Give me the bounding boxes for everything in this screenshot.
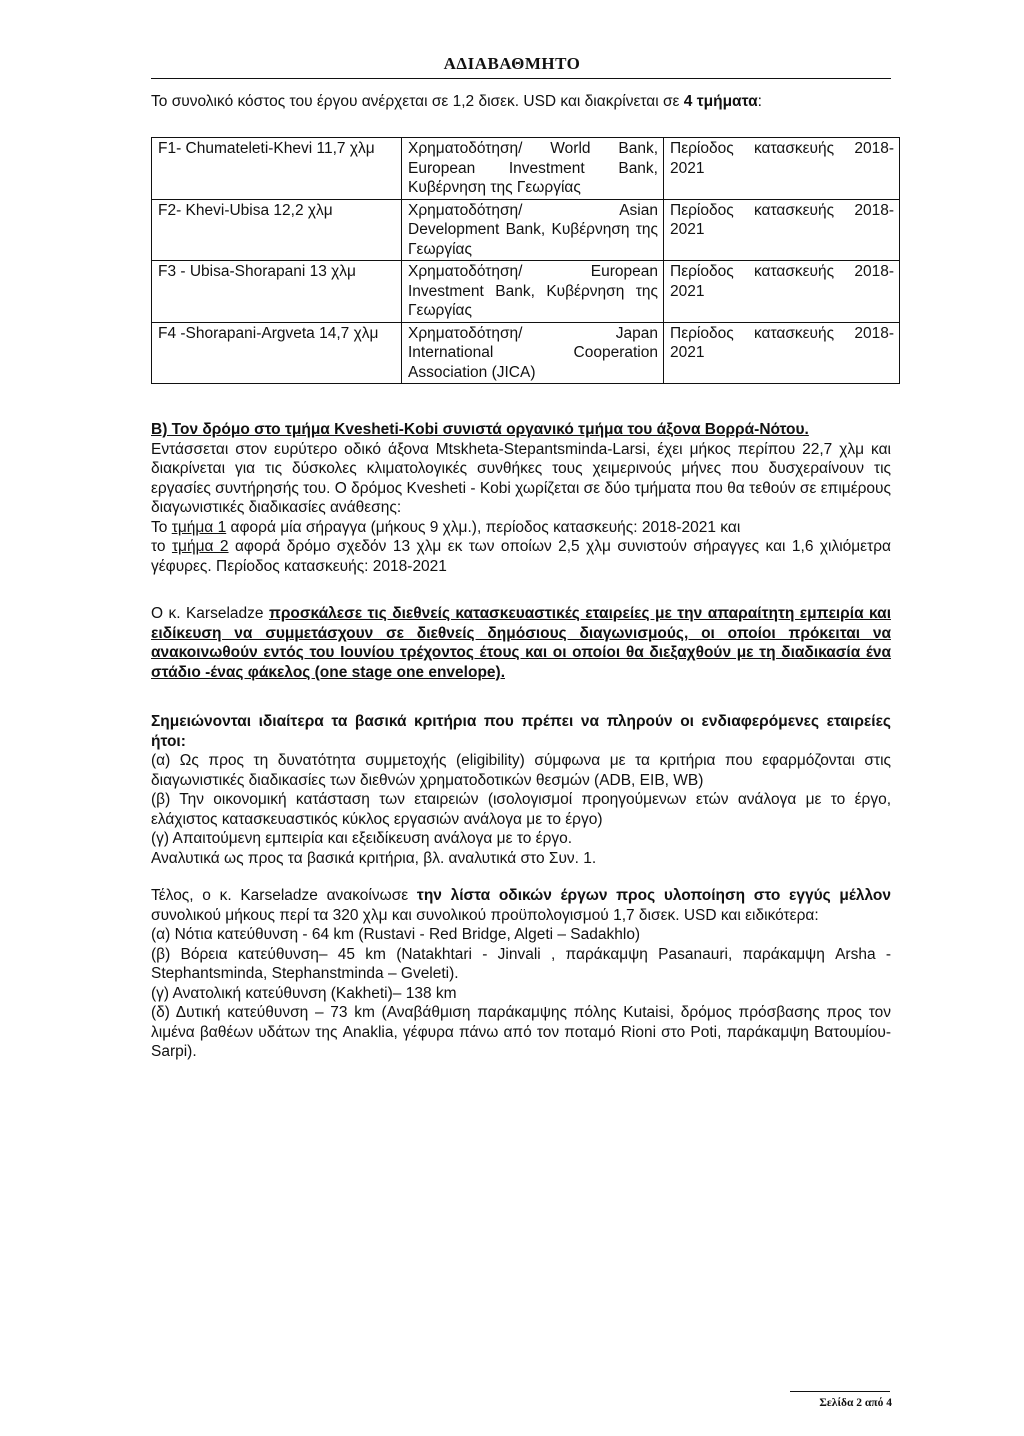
intro-end: : xyxy=(757,93,762,110)
future-item: (γ) Ανατολική κατεύθυνση (Kakheti)– 138 km xyxy=(151,984,457,1002)
invitation-emphasis: προσκάλεσε τις διεθνείς κατασκευαστικές εταιρείες με την απαραίτητη εμπειρία και ειδίκευση να συμμετάσχουν σε διεθνείς δημόσιους διαγωνισμούς, οι οποίοι πρόκειται να ανακοινωθούν εντός του Ιουνίου τρέχοντος έτους και οι οποίοι θα διεξαχθούν με τη διαδικασία ένα στάδιο -ένας φάκελος (one stage one envelope). xyxy=(151,605,891,681)
future-item: (α) Νότια κατεύθυνση - 64 km (Rustavi - Red Bridge, Algeti – Sadakhlo) xyxy=(151,926,641,943)
section-b xyxy=(151,420,891,576)
classification-title: ΑΔΙΑΒΑΘΜΗΤΟ xyxy=(443,54,581,73)
part1-text: αφορά μία σήραγγα (μήκους 9 χλμ.), περίοδος κατασκευής: 2018-2021 και xyxy=(226,518,741,536)
table-row xyxy=(152,261,900,323)
future-item: (δ) Δυτική κατεύθυνση – 73 km (Αναβάθμιση παράκαμψης πόλης Kutaisi, δρόμος πρόσβασης προς τον λιμένα βαθέων υδάτων της Anaklia, γέφυρα πάνω από τον ποταμό Rioni στο Poti, παράκαμψη Βατουμίου- Sarpi). xyxy=(151,1004,891,1060)
part2-prefix: το xyxy=(151,538,172,555)
future-prefix: Τέλος, ο κ. Karseladze ανακοίνωσε xyxy=(151,887,417,904)
criteria-heading: Σημειώνονται ιδιαίτερα τα βασικά κριτήρια που πρέπει να πληρούν οι ενδιαφερόμενες εταιρείες ήτοι: xyxy=(151,713,891,750)
future-projects-section xyxy=(151,886,891,1062)
funding-cell: Χρηματοδότηση/ European Investment Bank, Κυβέρνηση της Γεωργίας xyxy=(402,261,664,323)
future-item: (β) Βόρεια κατεύθυνση– 45 km (Natakhtari - Jinvali , παράκαμψη Pasanauri, παράκαμψη Arsha - Stephantsminda, Stephanstminda – Gveleti). xyxy=(151,945,891,982)
period-cell: Περίοδος κατασκευής 2018-2021 xyxy=(664,261,900,323)
period-cell: Περίοδος κατασκευής 2018-2021 xyxy=(664,138,900,200)
intro-text: Το συνολικό κόστος του έργου ανέρχεται σε 1,2 δισεκ. USD και διακρίνεται σε xyxy=(151,93,684,110)
section-b-body: Εντάσσεται στον ευρύτερο οδικό άξονα Mtskheta-Stepantsminda-Larsi, έχει μήκος περίπου 22,7 χλμ και διακρίνεται για τις δύσκολες κλιματολογικές συνθήκες τους χειμερινούς μήνες που δυσχεραίνουν τις εργασίες συντήρησής του. Ο δρόμος Kvesheti - Kobi χωρίζεται σε δύο τμήματα που θα τεθούν σε επιμέρους διαγωνιστικές διαδικασίες ανάθεσης: xyxy=(151,440,891,516)
funding-cell: Χρηματοδότηση/ Japan International Cooperation Association (JICA) xyxy=(402,322,664,384)
criteria-section xyxy=(151,712,891,868)
invitation-paragraph xyxy=(151,604,891,682)
section-cell: F1- Chumateleti-Khevi 11,7 χλμ xyxy=(152,138,402,200)
section-b-heading: Β) Τον δρόμο στο τμήμα Kvesheti-Kobi συνιστά οργανικό τμήμα του άξονα Βορρά-Νότου. xyxy=(151,421,809,438)
table-row xyxy=(152,322,900,384)
future-intro xyxy=(151,886,891,925)
period-cell: Περίοδος κατασκευής 2018-2021 xyxy=(664,199,900,261)
part1-label: τμήμα 1 xyxy=(171,518,227,536)
table-row xyxy=(152,199,900,261)
invitation-prefix: Ο κ. Karseladze xyxy=(151,605,269,622)
footer-divider xyxy=(790,1391,890,1392)
section-b-part1 xyxy=(151,518,891,538)
criteria-item: (β) Την οικονομική κατάσταση των εταιρειών (ισολογισμοί προηγούμενων ετών ανάλογα με το έργο, ελάχιστος κατασκευαστικός κύκλος εργασιών ανάλογα με το έργο) xyxy=(151,791,891,828)
part1-prefix: Το xyxy=(151,518,172,536)
header-divider xyxy=(151,78,891,79)
section-cell: F4 -Shorapani-Argveta 14,7 χλμ xyxy=(152,322,402,384)
criteria-item: (γ) Απαιτούμενη εμπειρία και εξειδίκευση ανάλογα με το έργο. xyxy=(151,830,573,847)
criteria-item: Αναλυτικά ως προς τα βασικά κριτήρια, βλ. αναλυτικά στο Συν. 1. xyxy=(151,849,597,867)
period-cell: Περίοδος κατασκευής 2018-2021 xyxy=(664,322,900,384)
page-number: Σελίδα 2 από 4 xyxy=(819,1397,892,1409)
criteria-item: (α) Ως προς τη δυνατότητα συμμετοχής (eligibility) σύμφωνα με τα κριτήρια που εφαρμόζονται στις διαγωνιστικές διαδικασίες των διεθνών χρηματοδοτικών θεσμών (ADB, EIB, WB) xyxy=(151,752,891,789)
sections-table xyxy=(151,137,900,384)
intro-paragraph xyxy=(151,92,891,112)
funding-cell: Χρηματοδότηση/ Asian Development Bank, Κυβέρνηση της Γεωργίας xyxy=(402,199,664,261)
part2-label: τμήμα 2 xyxy=(171,538,229,555)
section-cell: F3 - Ubisa-Shorapani 13 χλμ xyxy=(152,261,402,323)
section-b-part2 xyxy=(151,537,891,576)
future-emphasis: την λίστα οδικών έργων προς υλοποίηση στο εγγύς μέλλον xyxy=(416,887,892,904)
part2-text: αφορά δρόμο σχεδόν 13 χλμ εκ των οποίων 2,5 χλμ συνιστούν σήραγγες και 1,6 χιλιόμετρα γέφυρες. Περίοδος κατασκευής: 2018-2021 xyxy=(151,538,891,575)
funding-cell: Χρηματοδότηση/ World Bank, European Investment Bank, Κυβέρνηση της Γεωργίας xyxy=(402,138,664,200)
table-row xyxy=(152,138,900,200)
intro-bold: 4 τμήματα xyxy=(683,93,758,110)
future-suffix: συνολικού μήκους περί τα 320 χλμ και συνολικού προϋπολογισμού 1,7 δισεκ. USD και ειδικότερα: xyxy=(151,906,819,924)
section-cell: F2- Khevi-Ubisa 12,2 χλμ xyxy=(152,199,402,261)
